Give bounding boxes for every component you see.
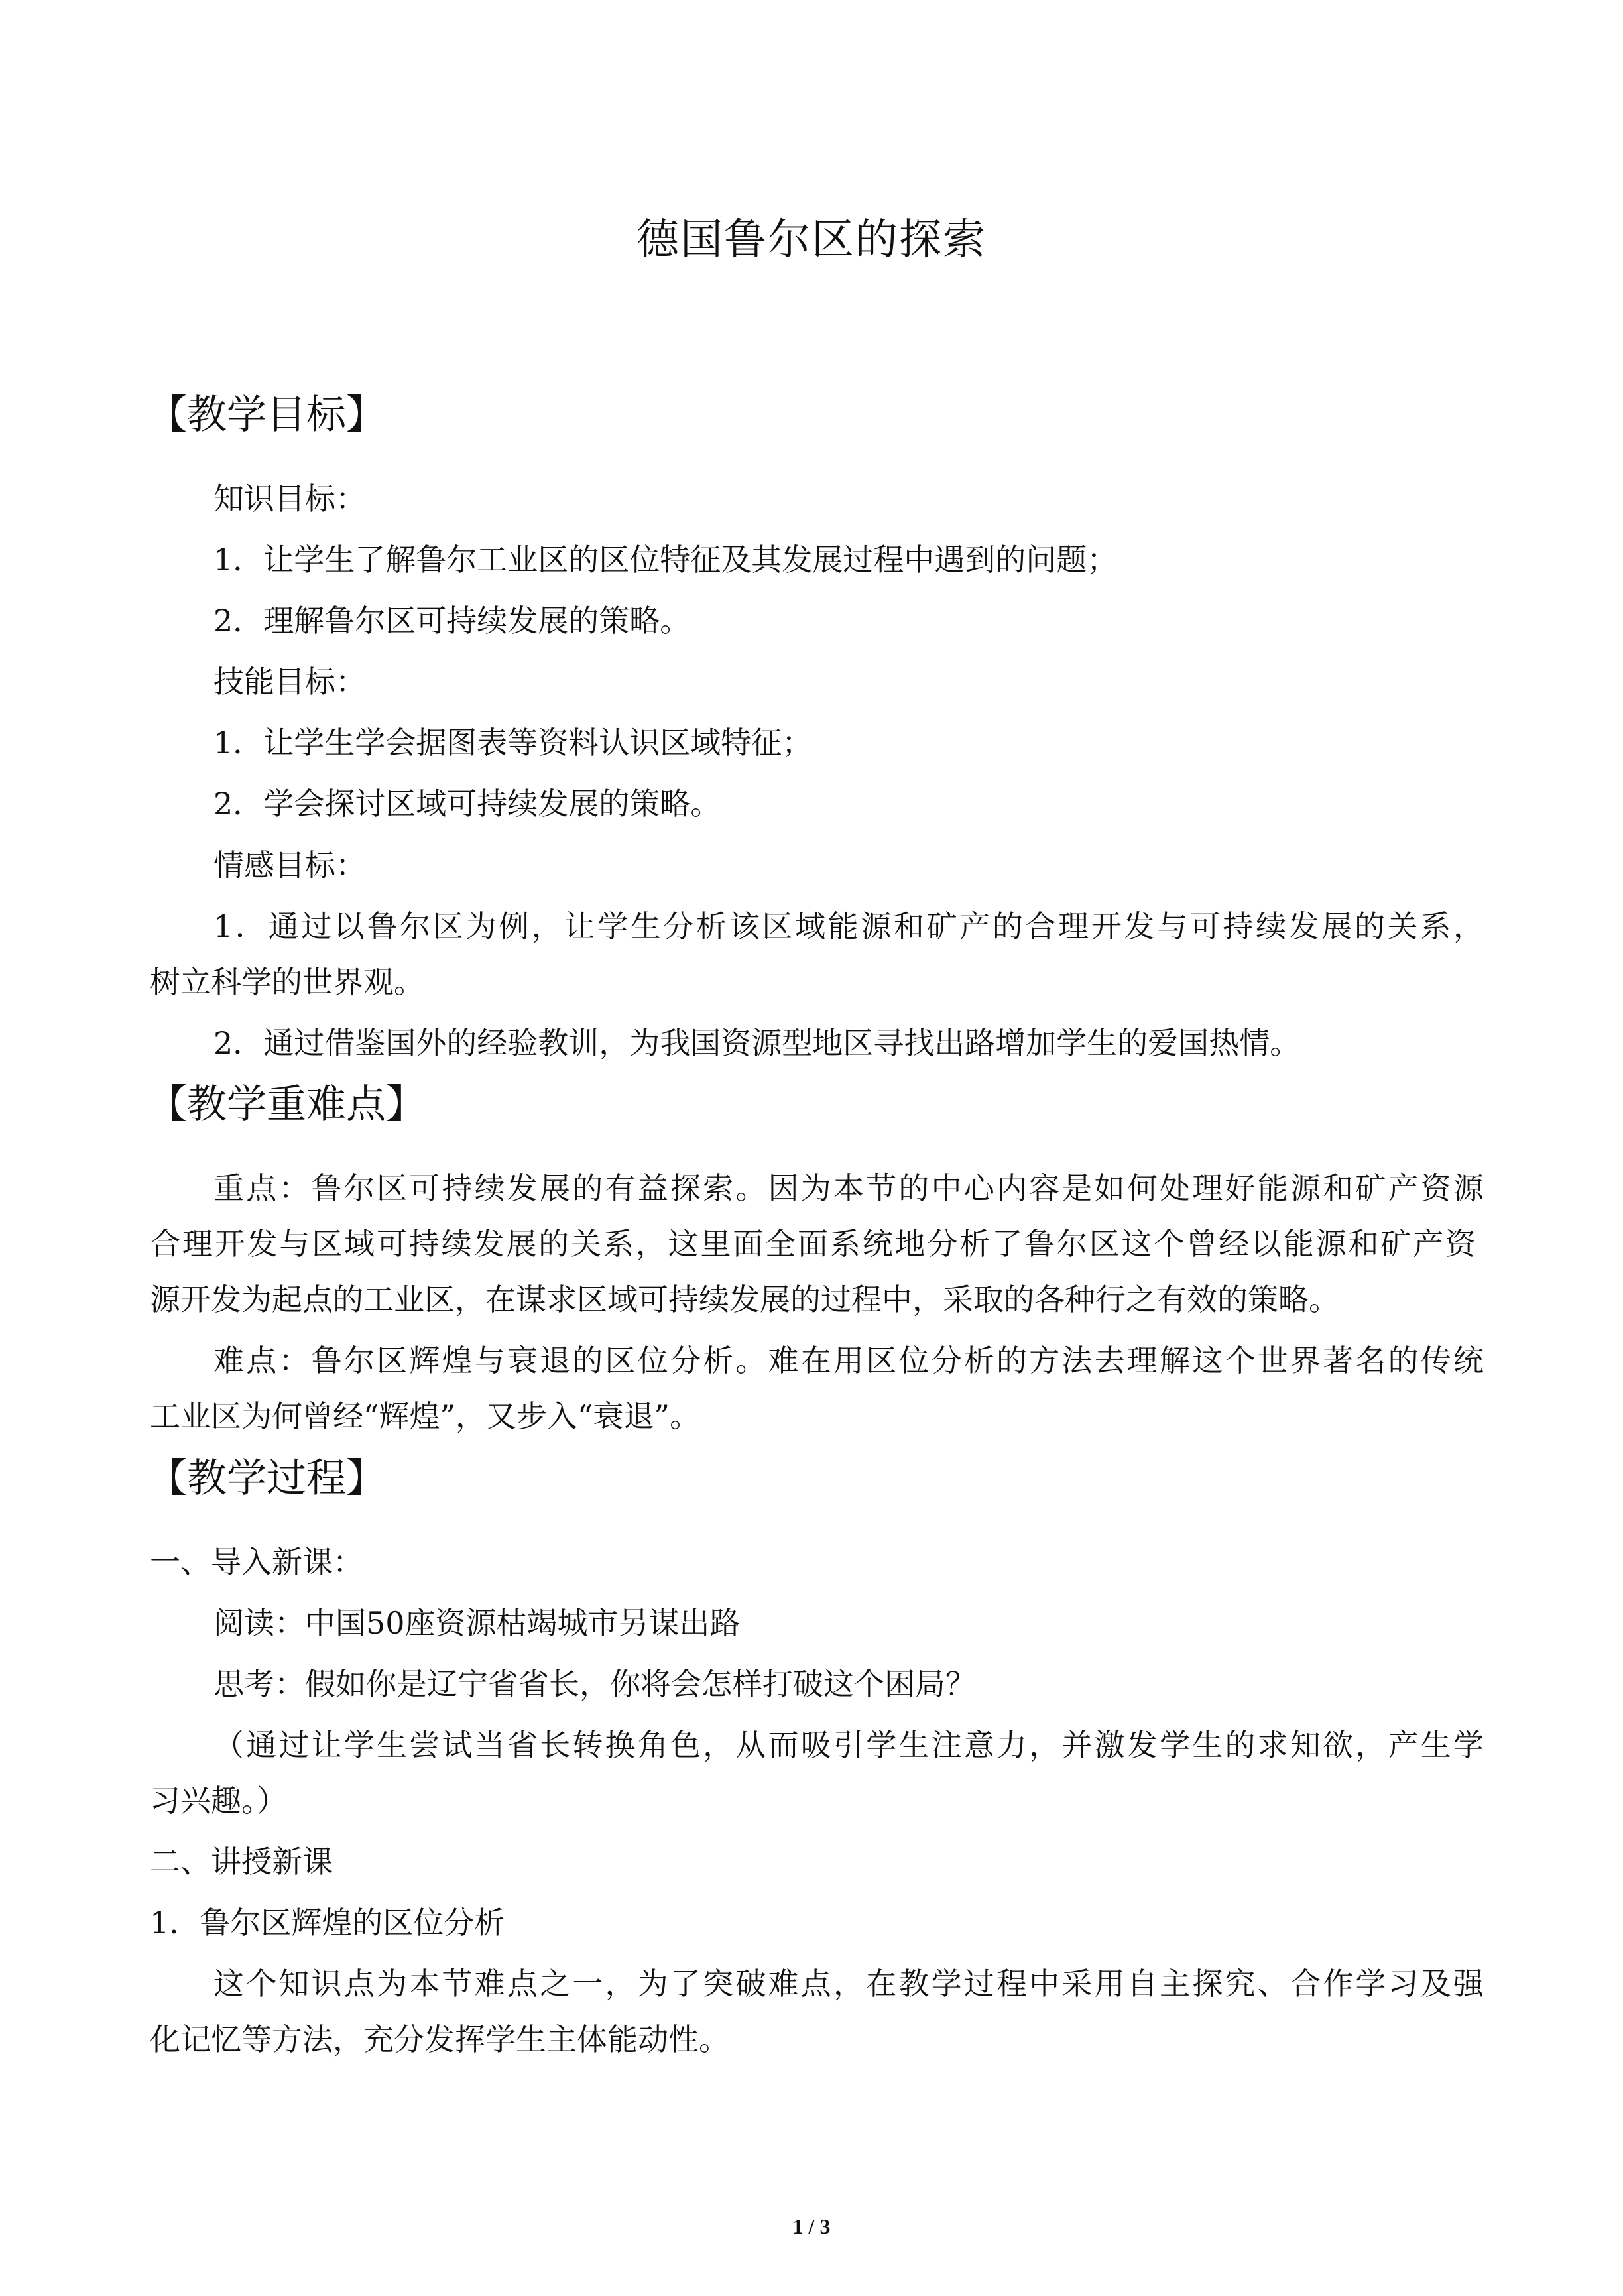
- focus-paragraph-line-1: 重点：鲁尔区可持续发展的有益探索。因为本节的中心内容是如何处理好能源和矿产资源: [213, 1170, 1484, 1206]
- section-heading-process: 【教学过程】: [147, 1455, 386, 1502]
- document-title: 德国鲁尔区的探索: [636, 215, 987, 265]
- emotion-item-1-cont: 树立科学的世界观。: [150, 964, 424, 1000]
- reading-line: 阅读：中国50座资源枯竭城市另谋出路: [213, 1605, 741, 1641]
- thinking-line: 思考：假如你是辽宁省省长，你将会怎样打破这个困局？: [213, 1666, 976, 1702]
- section-heading-key-points: 【教学重难点】: [147, 1081, 426, 1128]
- skill-item-1: 1．让学生学会据图表等资料认识区域特征；: [213, 725, 813, 760]
- focus-paragraph-line-2: 合理开发与区域可持续发展的关系，这里面全面系统地分析了鲁尔区这个曾经以能源和矿产资: [150, 1226, 1476, 1262]
- knowledge-item-1: 1．让学生了解鲁尔工业区的区位特征及其发展过程中遇到的问题；: [213, 542, 1118, 577]
- emotion-item-1: 1．通过以鲁尔区为例，让学生分析该区域能源和矿产的合理开发与可持续发展的关系，: [213, 908, 1484, 944]
- subsection-1-title: 1．鲁尔区辉煌的区位分析: [150, 1905, 505, 1941]
- process-part-2: 二、讲授新课: [150, 1844, 333, 1880]
- knowledge-label: 知识目标：: [213, 481, 366, 516]
- knowledge-item-2: 2．理解鲁尔区可持续发展的策略。: [213, 603, 691, 638]
- subsection-1-line-2: 化记忆等方法，充分发挥学生主体能动性。: [150, 2022, 729, 2057]
- subsection-1-line-1: 这个知识点为本节难点之一，为了突破难点，在教学过程中采用自主探究、合作学习及强: [213, 1966, 1484, 2002]
- page-number: 1 / 3: [792, 2214, 831, 2238]
- section-heading-objectives: 【教学目标】: [147, 392, 386, 438]
- focus-paragraph-line-3: 源开发为起点的工业区，在谋求区域可持续发展的过程中，采取的各种行之有效的策略。: [150, 1282, 1339, 1317]
- note-line-2: 习兴趣。）: [150, 1783, 287, 1819]
- difficulty-paragraph-line-2: 工业区为何曾经“辉煌”，又步入“衰退”。: [150, 1398, 701, 1434]
- emotion-item-2: 2．通过借鉴国外的经验教训，为我国资源型地区寻找出路增加学生的爱国热情。: [213, 1025, 1301, 1061]
- skill-label: 技能目标：: [213, 664, 366, 699]
- emotion-label: 情感目标：: [213, 847, 366, 883]
- difficulty-paragraph-line-1: 难点：鲁尔区辉煌与衰退的区位分析。难在用区位分析的方法去理解这个世界著名的传统: [213, 1343, 1484, 1378]
- note-line-1: （通过让学生尝试当省长转换角色，从而吸引学生注意力，并激发学生的求知欲，产生学: [213, 1727, 1484, 1763]
- skill-item-2: 2．学会探讨区域可持续发展的策略。: [213, 786, 721, 821]
- process-part-1: 一、导入新课：: [150, 1544, 363, 1580]
